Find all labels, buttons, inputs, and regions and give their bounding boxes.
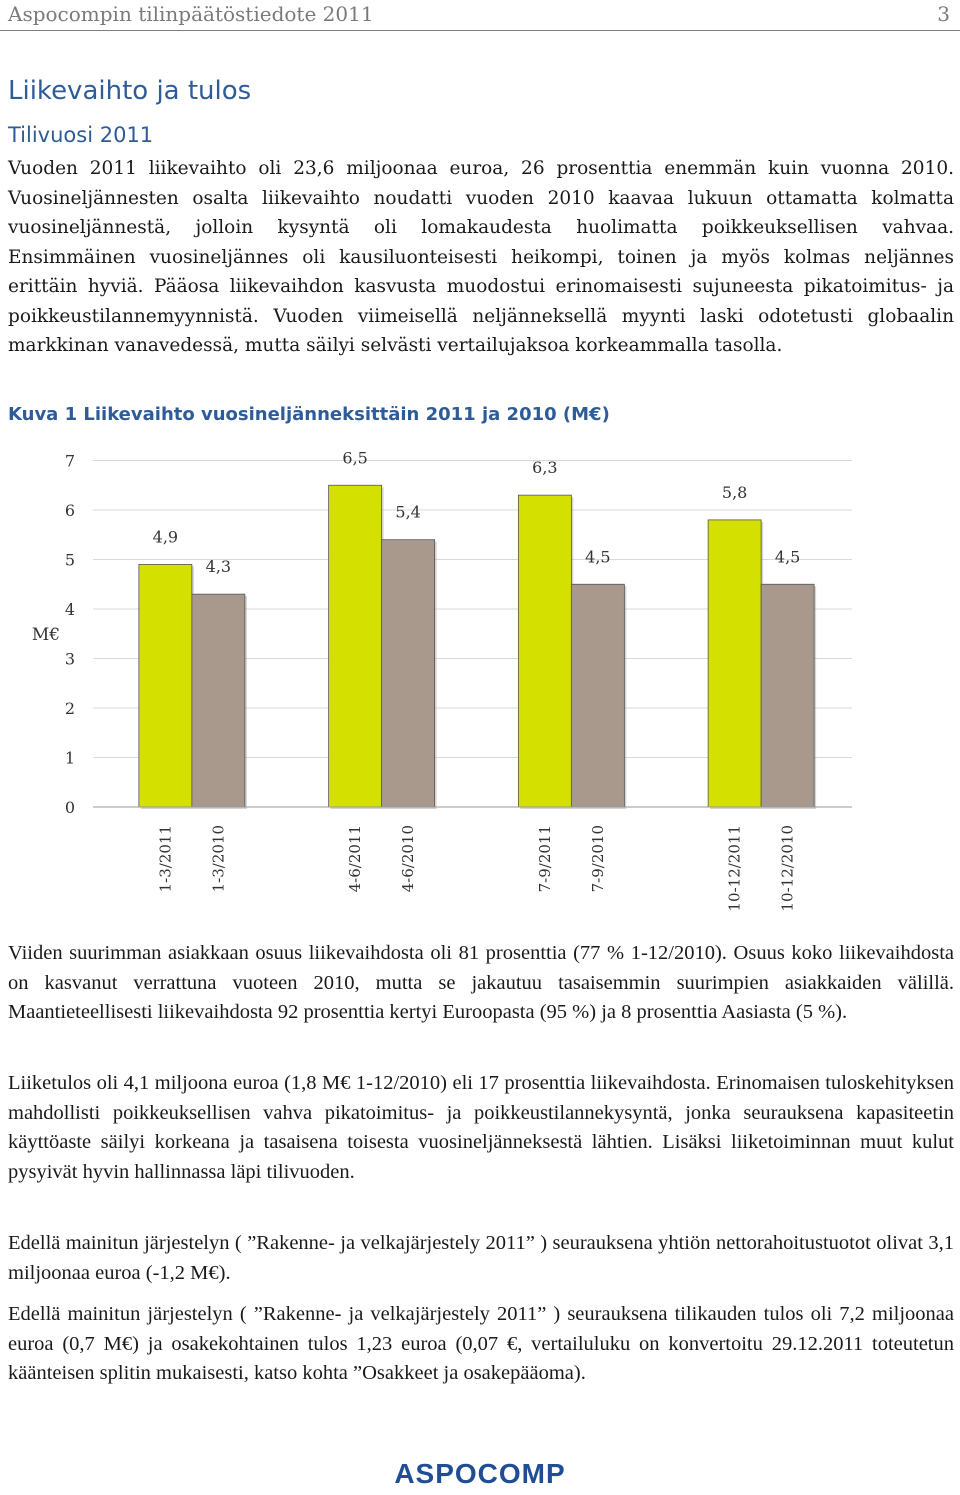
logo-wordmark: ASPOCOMP [394,1458,566,1488]
value-label: 4,5 [774,547,801,567]
x-category-label: 7-9/2011 [535,825,554,893]
bar-7-9/2011 [518,495,571,807]
figure-caption: Kuva 1 Liikevaihto vuosineljänneksittäin 2011 ja 2010 (M€) [8,404,610,425]
chart-bars [139,482,816,809]
section-subheading: Tilivuosi 2011 [8,123,154,147]
y-tick-label: 7 [64,451,76,471]
y-tick-label: 4 [64,600,76,619]
y-tick-label: 1 [64,748,76,768]
bar-7-9/2010 [571,584,624,807]
bar-10-12/2011 [708,520,761,807]
x-category-label: 7-9/2010 [588,825,607,893]
value-label: 6,3 [532,458,558,478]
y-tick-label: 2 [64,699,76,718]
paragraph-intro: Vuoden 2011 liikevaihto oli 23,6 miljoonaa euroa, 26 prosenttia enemmän kuin vuonna 2010. Vuosineljännesten osalta liikevaihto noudatti vuoden 2010 kaavaa lukuun ottamatta kolmatta vuosineljännestä, jolloin kysyntä oli lomakaudesta huolimatta poikkeuksellisen vahvaa. Ensimmäinen vuosineljännes oli kausiluonteisesti heikompi, toinen ja myös kolmas neljännes erittäin hyviä. Pääosa liikevaihdon kasvusta muodostui erinomaisesti sujuneesta pikatoimitus- ja poikkeustilannemyynnistä. Vuoden viimeisellä neljänneksellä myynti laski odotetusti globaalin markkinan vanavedessä, mutta säilyi selvästi vertailujaksoa korkeammalla tasolla. [8,158,954,356]
bar-4-6/2010 [382,540,435,807]
y-tick-label: 6 [64,501,76,520]
page-number: 3 [937,2,950,26]
bar-4-6/2011 [329,485,382,807]
chart-y-axis-label: M€ [31,624,61,645]
value-label: 4,5 [585,547,611,567]
y-tick-label: 5 [64,550,76,570]
section-heading: Liikevaihto ja tulos [8,76,252,106]
paragraph-operating-result: Liiketulos oli 4,1 miljoona euroa (1,8 M€ 1-12/2010) eli 17 prosenttia liikevaihdosta. Erinomaisen tuloskehityksen mahdollisti poikkeuksellisen vahva pikatoimitus- ja poikkeustilannekysyntä, jonka seurauksena kapasiteetin käyttöaste säilyi korkeana ja tasaisena toisesta vuosineljänneksestä lähtien. Lisäksi liiketoiminnan muut kulut pysyivät hyvin hallinnassa läpi tilivuoden. [8,1072,954,1183]
bar-1-3/2011 [139,564,192,807]
chart-value-labels [153,448,801,576]
revenue-bar-chart [0,440,960,920]
value-label: 4,3 [205,557,232,577]
chart-x-labels [156,825,796,911]
x-category-label: 4-6/2011 [346,825,365,893]
value-label: 4,9 [152,527,179,547]
x-category-label: 10-12/2010 [778,825,797,912]
x-category-label: 1-3/2011 [156,825,175,893]
x-category-label: 1-3/2010 [209,825,228,893]
value-label: 5,8 [721,482,748,502]
x-category-label: 10-12/2011 [725,825,744,912]
value-label: 6,5 [342,448,368,468]
document-title: Aspocompin tilinpäätöstiedote 2011 [8,2,374,26]
paragraph-financial-income: Edellä mainitun järjestelyn ( ”Rakenne- ja velkajärjestely 2011” ) seurauksena yhtiön nettorahoitustuotot olivat 3,1 miljoonaa euroa (-1,2 M€). [8,1232,954,1284]
bar-1-3/2010 [192,594,245,807]
aspocomp-logo [360,1458,600,1488]
x-category-label: 4-6/2010 [399,825,418,893]
page-header [0,0,960,31]
paragraph-net-result: Edellä mainitun järjestelyn ( ”Rakenne- ja velkajärjestely 2011” ) seurauksena tilikauden tulos oli 7,2 miljoonaa euroa (0,7 M€) ja osakekohtainen tulos 1,23 euroa (0,07 €, vertailuluku on konvertoitu 29.12.2011 toteutetun käänteisen splitin mukaisesti, katso kohta ”Osakkeet ja osakepääoma). [8,1303,954,1384]
chart-y-ticks [65,452,75,818]
y-tick-label: 3 [64,649,76,669]
bar-10-12/2010 [761,584,814,807]
y-tick-label: 0 [64,798,76,817]
value-label: 5,4 [395,502,421,522]
paragraph-customers: Viiden suurimman asiakkaan osuus liikevaihdosta oli 81 prosenttia (77 % 1-12/2010). Osuus koko liikevaihdosta on kasvanut verrattuna vuoteen 2010, mutta se jakautuu tasaisemmin suurimpien asiakkaiden välillä. Maantieteellisesti liikevaihdosta 92 prosenttia kertyi Euroopasta (95 %) ja 8 prosenttia Aasiasta (5 %). [8,942,954,1023]
